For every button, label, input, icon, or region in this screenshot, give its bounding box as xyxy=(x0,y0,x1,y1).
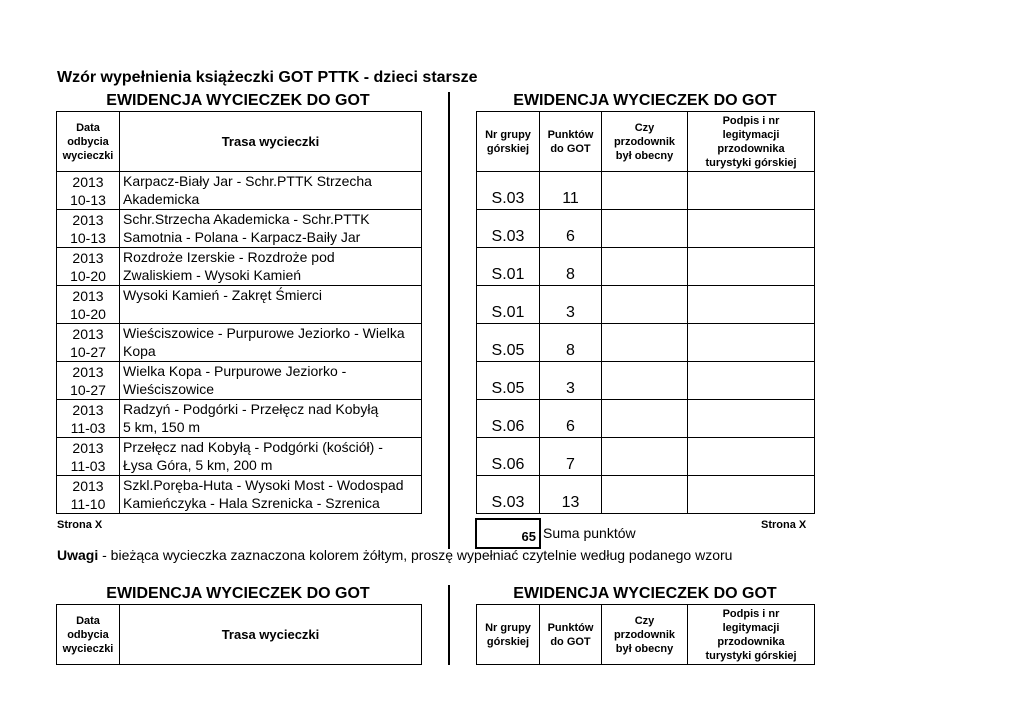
left-page-label: Strona X xyxy=(57,519,103,531)
trip-date xyxy=(57,476,120,514)
trip-route-line-2: Zwaliskiem - Wysoki Kamień xyxy=(123,267,302,283)
trip-row xyxy=(57,476,422,514)
trip-points: 6 xyxy=(540,400,602,438)
trip-route-line-1: Rozdroże Izerskie - Rozdroże pod xyxy=(123,249,335,265)
trip-day: 10-27 xyxy=(70,381,106,398)
trip-group: S.03 xyxy=(477,172,540,210)
trip-signature-cell xyxy=(688,324,815,362)
right-section-title: EWIDENCJA WYCIECZEK DO GOT xyxy=(513,92,777,109)
trip-guide-cell xyxy=(602,476,688,514)
header-route-2: Trasa wycieczki xyxy=(120,605,422,665)
page-title: Wzór wypełnienia książeczki GOT PTTK - dzieci starsze xyxy=(57,69,478,86)
trip-row xyxy=(57,400,422,438)
trip-day: 10-27 xyxy=(70,343,106,360)
trip-route-line-1: Wysoki Kamień - Zakręt Śmierci xyxy=(123,287,323,303)
trip-date xyxy=(57,286,120,324)
trip-date xyxy=(57,248,120,286)
trip-day: 10-13 xyxy=(70,191,106,208)
trip-points: 6 xyxy=(540,210,602,248)
trip-route-line-1: Przełęcz nad Kobyłą - Podgórki (kościół) - xyxy=(123,439,383,455)
header-points-2: Punktów do GOT xyxy=(540,605,602,665)
trip-year: 2013 xyxy=(72,287,104,304)
trip-route-line-2: Kopa xyxy=(123,343,156,359)
right-page-label: Strona X xyxy=(761,519,807,531)
trip-row-details xyxy=(477,172,815,210)
trip-route xyxy=(120,248,422,286)
trip-date xyxy=(57,400,120,438)
trip-guide-cell xyxy=(602,438,688,476)
trip-route xyxy=(120,400,422,438)
trip-signature-cell xyxy=(688,438,815,476)
trip-signature-cell xyxy=(688,210,815,248)
trip-date xyxy=(57,438,120,476)
trip-route-line-2: Wieściszowice xyxy=(123,381,215,397)
trip-year: 2013 xyxy=(72,325,104,342)
trip-day: 11-10 xyxy=(70,495,106,512)
trip-day: 10-20 xyxy=(70,267,106,284)
trip-date xyxy=(57,210,120,248)
trip-signature-cell xyxy=(688,248,815,286)
trip-route-line-2: Łysa Góra, 5 km, 200 m xyxy=(123,457,273,473)
right-trips-table xyxy=(476,111,815,514)
trip-points: 13 xyxy=(540,476,602,514)
trip-row xyxy=(57,248,422,286)
trip-date xyxy=(57,362,120,400)
header-group-2: Nr grupy górskiej xyxy=(477,605,540,665)
trip-row xyxy=(57,438,422,476)
trip-route-line-1: Radzyń - Podgórki - Przełęcz nad Kobyłą xyxy=(123,401,379,417)
trip-route xyxy=(120,172,422,210)
header-route: Trasa wycieczki xyxy=(120,112,422,172)
trip-route-line-2: 5 km, 150 m xyxy=(123,419,201,435)
trip-date xyxy=(57,324,120,362)
trip-route xyxy=(120,476,422,514)
trip-year: 2013 xyxy=(72,477,104,494)
trip-year: 2013 xyxy=(72,173,104,190)
trip-day: 10-20 xyxy=(70,305,106,322)
header-guide-2: Czy przodownik był obecny xyxy=(602,605,688,665)
points-sum-box: 65 xyxy=(475,518,541,549)
trip-route xyxy=(120,324,422,362)
trip-points: 7 xyxy=(540,438,602,476)
trip-group: S.05 xyxy=(477,324,540,362)
trip-row-details xyxy=(477,324,815,362)
trip-guide-cell xyxy=(602,400,688,438)
trip-group: S.06 xyxy=(477,400,540,438)
trip-route-line-2: Kamieńczyka - Hala Szrenicka - Szrenica xyxy=(123,495,380,511)
trip-route xyxy=(120,438,422,476)
trip-route xyxy=(120,286,422,324)
header-points: Punktów do GOT xyxy=(540,112,602,172)
trip-group: S.01 xyxy=(477,248,540,286)
trip-route-line-1: Karpacz-Biały Jar - Schr.PTTK Strzecha xyxy=(123,173,372,189)
header-signature: Podpis i nr legitymacji przodownika turystyki górskiej xyxy=(688,112,815,172)
trip-signature-cell xyxy=(688,362,815,400)
trip-row-details xyxy=(477,400,815,438)
trip-year: 2013 xyxy=(72,211,104,228)
trip-signature-cell xyxy=(688,400,815,438)
trip-signature-cell xyxy=(688,286,815,324)
trip-row xyxy=(57,362,422,400)
right-section-title-2: EWIDENCJA WYCIECZEK DO GOT xyxy=(513,585,777,602)
trip-points: 3 xyxy=(540,362,602,400)
trip-row-details xyxy=(477,362,815,400)
trip-row xyxy=(57,172,422,210)
note xyxy=(57,547,732,563)
left-section-title: EWIDENCJA WYCIECZEK DO GOT xyxy=(106,92,370,109)
trip-route-line-1: Wielka Kopa - Purpurowe Jeziorko - xyxy=(123,363,347,379)
trip-day: 11-03 xyxy=(70,457,106,474)
trip-guide-cell xyxy=(602,248,688,286)
trip-route-line-2: Akademicka xyxy=(123,191,200,207)
trip-group: S.05 xyxy=(477,362,540,400)
trip-guide-cell xyxy=(602,210,688,248)
trip-route-line-1: Szkl.Poręba-Huta - Wysoki Most - Wodospad xyxy=(123,477,404,493)
trip-points: 11 xyxy=(540,172,602,210)
trip-guide-cell xyxy=(602,362,688,400)
trip-guide-cell xyxy=(602,324,688,362)
trip-row-details xyxy=(477,438,815,476)
trip-year: 2013 xyxy=(72,439,104,456)
trip-guide-cell xyxy=(602,172,688,210)
trip-points: 8 xyxy=(540,324,602,362)
trip-signature-cell xyxy=(688,476,815,514)
left-trips-table xyxy=(56,111,422,514)
trip-points: 3 xyxy=(540,286,602,324)
trip-route xyxy=(120,210,422,248)
trip-row-details xyxy=(477,286,815,324)
trip-row xyxy=(57,210,422,248)
note-bold: Uwagi xyxy=(57,547,99,563)
trip-route-line-1: Schr.Strzecha Akademicka - Schr.PTTK xyxy=(123,211,370,227)
left-trips-table-2 xyxy=(56,604,422,665)
trip-row xyxy=(57,286,422,324)
page-divider xyxy=(448,92,450,549)
trip-day: 11-03 xyxy=(70,419,106,436)
trip-group: S.03 xyxy=(477,476,540,514)
trip-route xyxy=(120,362,422,400)
header-group: Nr grupy górskiej xyxy=(477,112,540,172)
trip-route-line-1: Wieściszowice - Purpurowe Jeziorko - Wielka xyxy=(123,325,405,341)
trip-year: 2013 xyxy=(72,363,104,380)
points-sum-label: Suma punktów xyxy=(543,525,636,541)
trip-group: S.06 xyxy=(477,438,540,476)
right-trips-table-2 xyxy=(476,604,815,665)
note-text: - bieżąca wycieczka zaznaczona kolorem żółtym, proszę wypełniać czytelnie według podanego wzoru xyxy=(98,547,733,563)
trip-row-details xyxy=(477,476,815,514)
trip-date xyxy=(57,172,120,210)
trip-row xyxy=(57,324,422,362)
trip-guide-cell xyxy=(602,286,688,324)
trip-row-details xyxy=(477,210,815,248)
left-section-title-2: EWIDENCJA WYCIECZEK DO GOT xyxy=(106,585,370,602)
trip-route-line-2: Samotnia - Polana - Karpacz-Baiły Jar xyxy=(123,229,361,245)
header-guide: Czy przodownik był obecny xyxy=(602,112,688,172)
trip-group: S.03 xyxy=(477,210,540,248)
trip-row-details xyxy=(477,248,815,286)
trip-year: 2013 xyxy=(72,401,104,418)
trip-points: 8 xyxy=(540,248,602,286)
trip-signature-cell xyxy=(688,172,815,210)
header-date-2: Data odbycia wycieczki xyxy=(57,605,120,665)
trip-group: S.01 xyxy=(477,286,540,324)
trip-year: 2013 xyxy=(72,249,104,266)
header-signature-2: Podpis i nr legitymacji przodownika turystyki górskiej xyxy=(688,605,815,665)
page-divider-2 xyxy=(448,585,450,665)
header-date: Data odbycia wycieczki xyxy=(57,112,120,172)
trip-day: 10-13 xyxy=(70,229,106,246)
